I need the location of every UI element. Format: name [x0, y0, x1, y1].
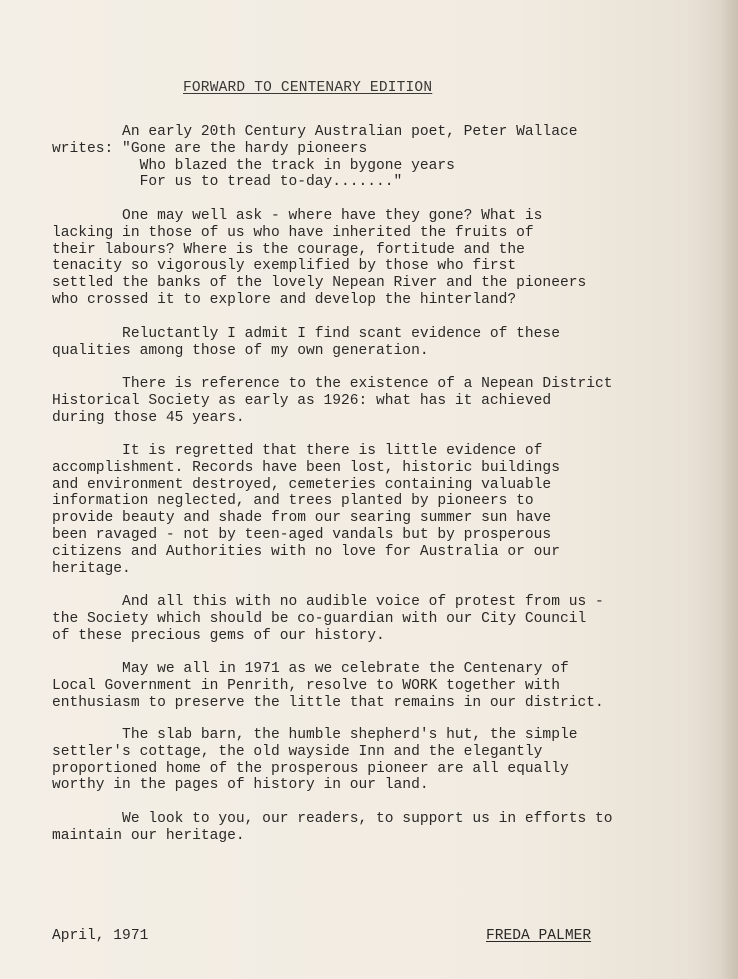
paragraph-reluctantly: Reluctantly I admit I find scant evidence of these qualities among those of my own generation.	[52, 326, 560, 359]
paragraph-where-have-they-gone: One may well ask - where have they gone? What is lacking in those of us who have inherited the fruits of their labours? Where is the courage, fortitude and the tenacity so vigorously exemplified by those who first settled the banks of the lovely Nepean River and the pioneers who crossed it to explore and develop the hinterland?	[52, 208, 587, 308]
page-edge-shadow	[720, 0, 738, 979]
paragraph-slab-barn: The slab barn, the humble shepherd's hut, the simple settler's cottage, the old wayside Inn and the elegantly proportioned home of the prosperous pioneer are all equally worthy in the pages of history in our land.	[52, 727, 578, 794]
paragraph-historical-society: There is reference to the existence of a Nepean District Historical Society as early as 1926: what has it achieved during those 45 years.	[52, 376, 613, 426]
paragraph-regretted: It is regretted that there is little evidence of accomplishment. Records have been lost, historic buildings and environment destroyed, cemeteries containing valuable information neglected, and trees planted by pioneers to provide beauty and shade from our searing summer sun have been ravaged - not by teen-aged vandals but by prosperous citizens and Authorities with no love for Australia or our heritage.	[52, 443, 560, 577]
signature-date: April, 1971	[52, 928, 149, 944]
paragraph-poem-quote: An early 20th Century Australian poet, Peter Wallace writes: "Gone are the hardy pioneers Who blazed the track in bygone years For us to tread to-day......."	[52, 124, 578, 191]
paragraph-readers: We look to you, our readers, to support us in efforts to maintain our heritage.	[52, 811, 613, 844]
paragraph-centenary: May we all in 1971 as we celebrate the Centenary of Local Government in Penrith, resolve to WORK together with enthusiasm to preserve the little that remains in our district.	[52, 661, 604, 711]
document-title: FORWARD TO CENTENARY EDITION	[183, 80, 433, 96]
paragraph-no-protest: And all this with no audible voice of protest from us - the Society which should be co-guardian with our City Council of these precious gems of our history.	[52, 594, 604, 644]
signature-author: FREDA PALMER	[486, 928, 592, 944]
